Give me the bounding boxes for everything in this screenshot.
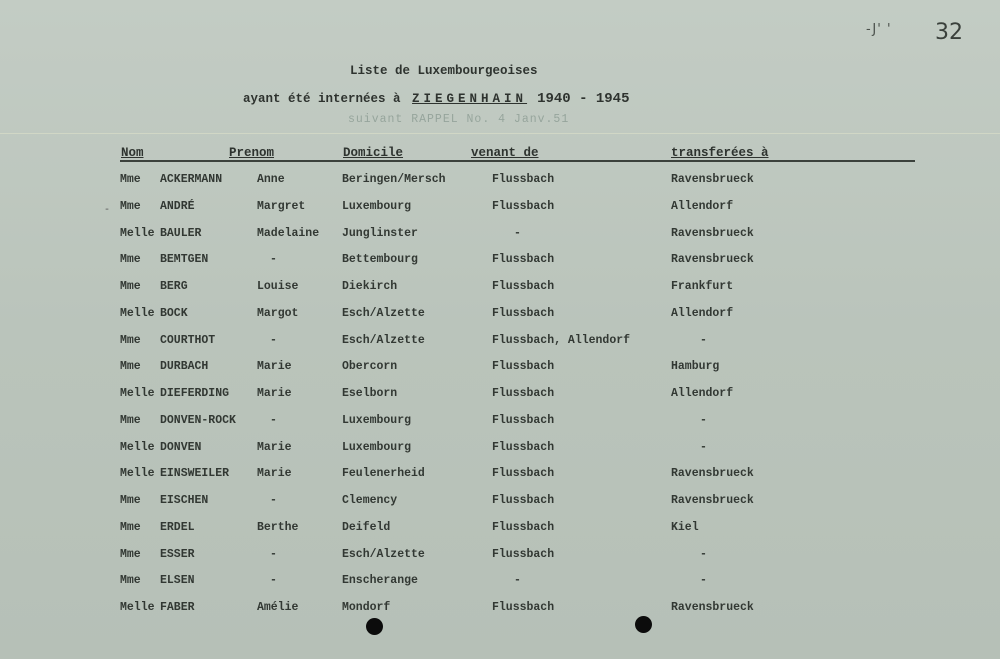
cell-domicile: Luxembourg [342, 413, 412, 427]
table-row [0, 494, 1000, 514]
cell-prenom: - [270, 547, 277, 561]
document-subtitle [243, 91, 629, 107]
cell-venant: Flussbach [492, 601, 555, 614]
cell-domicile: Beringen/Mersch [342, 173, 446, 186]
cell-transferees: Frankfurt [671, 280, 734, 293]
cell-title: Melle [120, 306, 155, 320]
cell-venant: Flussbach [492, 467, 555, 481]
cell-nom: EISCHEN [160, 494, 209, 507]
cell-nom: ERDEL [160, 520, 195, 534]
cell-transferees: - [700, 547, 707, 561]
cell-venant: Flussbach [492, 387, 555, 400]
cell-transferees: Hamburg [671, 360, 720, 374]
cell-prenom: Louise [257, 280, 299, 293]
cell-venant: Flussbach, Allendorf [492, 333, 631, 347]
cell-title: Mme [120, 333, 141, 347]
cell-venant: Flussbach [492, 360, 555, 374]
cell-prenom: - [270, 494, 277, 507]
table-row [0, 253, 1000, 273]
page-mark: -J' ' [866, 22, 892, 37]
cell-nom: DONVEN-ROCK [160, 413, 236, 427]
cell-title: Mme [120, 173, 141, 186]
cell-title: Mme [120, 413, 141, 427]
table-row [0, 307, 1000, 327]
cell-venant: Flussbach [492, 520, 555, 534]
page-number: 32 [935, 20, 963, 45]
cell-prenom: Madelaine [257, 226, 320, 240]
table-row [0, 334, 1000, 354]
margin-tick-mark: - [104, 205, 111, 216]
cell-title: Melle [120, 440, 155, 454]
cell-nom: FABER [160, 601, 195, 614]
cell-prenom: Berthe [257, 520, 299, 534]
document-title: Liste de Luxembourgeoises [350, 64, 538, 78]
reference-line: suivant RAPPEL No. 4 Janv.51 [348, 113, 570, 126]
cell-nom: ESSER [160, 547, 195, 561]
cell-domicile: Luxembourg [342, 199, 412, 213]
cell-domicile: Bettembourg [342, 253, 418, 267]
cell-transferees: Ravensbrueck [671, 467, 754, 481]
header-venant: venant de [471, 146, 539, 160]
cell-venant: Flussbach [492, 173, 555, 186]
cell-domicile: Diekirch [342, 280, 398, 293]
cell-prenom: Marie [257, 467, 292, 481]
cell-title: Melle [120, 226, 155, 240]
header-prenom: Prenom [229, 146, 275, 160]
cell-domicile: Clemency [342, 494, 398, 507]
cell-prenom: Marie [257, 387, 292, 400]
cell-prenom: Margret [257, 199, 306, 213]
header-nom: Nom [121, 146, 144, 160]
cell-nom: BEMTGEN [160, 253, 209, 267]
cell-transferees: - [700, 413, 707, 427]
cell-prenom: - [270, 253, 277, 267]
cell-transferees: - [700, 440, 707, 454]
cell-transferees: Ravensbrueck [671, 226, 754, 240]
table-row [0, 601, 1000, 621]
cell-nom: COURTHOT [160, 333, 216, 347]
cell-nom: ANDRÉ [160, 199, 195, 213]
cell-venant: Flussbach [492, 494, 555, 507]
cell-domicile: Eselborn [342, 387, 398, 400]
cell-title: Mme [120, 547, 141, 561]
cell-transferees: Allendorf [671, 199, 734, 213]
table-row [0, 548, 1000, 568]
cell-prenom: - [270, 574, 277, 588]
cell-venant: Flussbach [492, 253, 555, 267]
cell-prenom: - [270, 333, 277, 347]
cell-title: Mme [120, 520, 141, 534]
cell-domicile: Junglinster [342, 226, 418, 240]
cell-title: Mme [120, 199, 141, 213]
camp-name: ZIEGENHAIN [412, 92, 528, 106]
cell-domicile: Mondorf [342, 601, 391, 614]
cell-prenom: Amélie [257, 601, 299, 614]
cell-prenom: - [270, 413, 277, 427]
subtitle-prefix: ayant été internées à [243, 92, 401, 106]
cell-prenom: Anne [257, 173, 285, 186]
cell-prenom: Marie [257, 440, 292, 454]
cell-nom: DONVEN [160, 440, 202, 454]
cell-domicile: Feulenerheid [342, 467, 425, 481]
cell-nom: BERG [160, 280, 188, 293]
cell-domicile: Esch/Alzette [342, 547, 425, 561]
cell-transferees: Allendorf [671, 387, 734, 400]
cell-venant: Flussbach [492, 413, 555, 427]
cell-transferees: - [700, 574, 707, 588]
header-rule [120, 160, 915, 162]
cell-domicile: Luxembourg [342, 440, 412, 454]
cell-domicile: Enscherange [342, 574, 418, 588]
cell-title: Melle [120, 601, 155, 614]
cell-title: Mme [120, 574, 141, 588]
cell-transferees: - [700, 333, 707, 347]
cell-venant: Flussbach [492, 547, 555, 561]
cell-transferees: Ravensbrueck [671, 494, 754, 507]
cell-prenom: Marie [257, 360, 292, 374]
cell-domicile: Esch/Alzette [342, 333, 425, 347]
paper-fold-line [0, 133, 1000, 134]
cell-nom: ELSEN [160, 574, 195, 588]
cell-title: Melle [120, 467, 155, 481]
cell-title: Mme [120, 253, 141, 267]
cell-domicile: Esch/Alzette [342, 306, 425, 320]
cell-venant: - [514, 226, 521, 240]
cell-nom: BOCK [160, 306, 188, 320]
cell-nom: ACKERMANN [160, 173, 223, 186]
cell-venant: Flussbach [492, 440, 555, 454]
table-row [0, 227, 1000, 247]
header-transferees: transferées à [671, 146, 769, 160]
cell-venant: - [514, 574, 521, 588]
cell-domicile: Obercorn [342, 360, 398, 374]
cell-venant: Flussbach [492, 280, 555, 293]
cell-transferees: Ravensbrueck [671, 601, 754, 614]
cell-transferees: Allendorf [671, 306, 734, 320]
table-row [0, 441, 1000, 461]
cell-venant: Flussbach [492, 306, 555, 320]
cell-nom: BAULER [160, 226, 202, 240]
cell-nom: DURBACH [160, 360, 209, 374]
header-domicile: Domicile [343, 146, 404, 160]
cell-domicile: Deifeld [342, 520, 391, 534]
date-range: 1940 - 1945 [537, 91, 630, 107]
cell-title: Mme [120, 494, 141, 507]
table-row [0, 467, 1000, 487]
cell-prenom: Margot [257, 306, 299, 320]
cell-venant: Flussbach [492, 199, 555, 213]
table-row [0, 414, 1000, 434]
table-row [0, 574, 1000, 594]
punch-hole-left [366, 618, 383, 635]
punch-hole-right [635, 616, 652, 633]
table-row [0, 521, 1000, 541]
cell-transferees: Kiel [671, 520, 699, 534]
cell-title: Melle [120, 387, 155, 400]
cell-title: Mme [120, 360, 141, 374]
table-row [0, 280, 1000, 300]
table-row [0, 360, 1000, 380]
cell-nom: DIEFERDING [160, 387, 230, 400]
cell-transferees: Ravensbrueck [671, 173, 754, 186]
table-row [0, 173, 1000, 193]
table-row [0, 200, 1000, 220]
table-row [0, 387, 1000, 407]
cell-title: Mme [120, 280, 141, 293]
cell-nom: EINSWEILER [160, 467, 230, 481]
cell-transferees: Ravensbrueck [671, 253, 754, 267]
